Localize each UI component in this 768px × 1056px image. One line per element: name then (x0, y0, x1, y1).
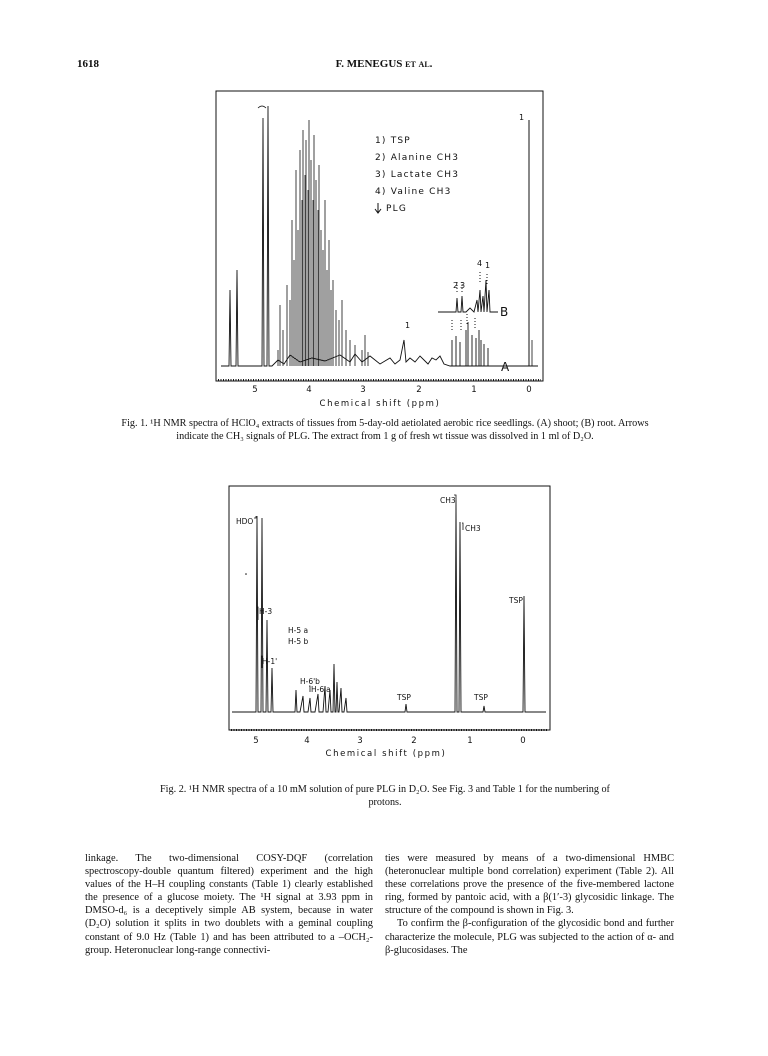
figure-1-top-peak-label: 1 (519, 113, 525, 122)
figure-1-legend-4: 4) Valine CH3 (375, 187, 452, 197)
figure-1-b-peak-4: 4 (477, 259, 483, 268)
figure-1-caption: Fig. 1. ¹H NMR spectra of HClO₄ extracts of tissues from 5-day-old aetiolated aerobic rice seedlings. (A) shoot; (B) root. Arrows indicate the CH₃ signals of PLG. The extract from 1 g of fresh wt tissue was dissolved in 1 ml of D₂O. (121, 418, 649, 442)
figure-1-b-peak-3: 3 (460, 281, 466, 290)
figure-1-a-peak-1: 1 (405, 321, 411, 330)
body-paragraph: linkage. The two-dimensional COSY-DQF (correlation spectroscopy-double quantum filtered) experiment and the high values of the H–H coupling constants (Table 1) clearly established the presence of a glucose moiety. The ¹H signal at 3.93 ppm in DMSO-d₆ is a deceptively simple AB system, because in water (D₂O) solution it splits in two doublets with a geminal coupling constant of 9.0 Hz (Table 1) and has been attributed to a –OCH₂-group. Heteronuclear long-range connectivi- (85, 853, 373, 956)
figure-2-label-ch3-1: CH3 (440, 496, 456, 505)
figure-1-tick: 4 (306, 385, 312, 395)
figure-1-tick: 0 (526, 385, 532, 395)
figure-2-tick: 5 (253, 736, 259, 746)
figure-2-label-hdo: HDO (236, 517, 254, 526)
body-left-column (85, 852, 373, 957)
figure-1-b-peak-1: 1 (485, 261, 491, 270)
figure-1-tick: 5 (252, 385, 258, 395)
figure-2-caption: Fig. 2. ¹H NMR spectra of a 10 mM solution of pure PLG in D₂O. See Fig. 3 and Table 1 for the numbering of protons. (160, 784, 610, 808)
figure-1-x-axis-label: Chemical shift (ppm) (319, 399, 441, 409)
figure-1-legend-2: 2) Alanine CH3 (375, 153, 460, 163)
body-paragraph: ties were measured by means of a two-dimensional HMBC (heteronuclear multiple bond correlation) experiment (Table 2). All these correlations prove the presence of the five-membered lactone ring, formed by pantoic acid, with a β(1′-3) glycosidic linkage. The structure of the compound is shown in Fig. 3. (385, 853, 674, 917)
figure-2-label-h5b: H-5 b (288, 637, 309, 646)
figure-2-label-ch3-2: CH3 (465, 524, 481, 533)
figure-2-label-tsp-sat1: TSP (397, 693, 411, 702)
figure-2-label-h3: H-3 (259, 607, 273, 616)
body-right-column (385, 852, 674, 957)
body-paragraph: To confirm the β-configuration of the glycosidic bond and further characterize the molecule, PLG was subjected to the action of α- and β-glucosidases. The (385, 918, 674, 956)
figure-1-trace-b-label: B (500, 305, 509, 319)
figure-2-label-h6a: H-6'a (311, 685, 331, 694)
figure-1-b-peak-2: 2 (453, 281, 459, 290)
figure-1-tick: 2 (416, 385, 422, 395)
figure-2-x-axis-label: Chemical shift (ppm) (325, 749, 447, 759)
figure-1-tick: 3 (360, 385, 366, 395)
figure-1-legend-3: 3) Lactate CH3 (375, 170, 460, 180)
figure-2-label-tsp-main: TSP (509, 596, 523, 605)
figure-1-legend-1: 1) TSP (375, 136, 411, 146)
figure-2-tick: 0 (520, 736, 526, 746)
figure-2-label-tsp-sat2: TSP (474, 693, 488, 702)
figure-2-tick: 1 (467, 736, 473, 746)
running-head: F. MENEGUS et al. (335, 58, 433, 70)
figure-2-tick: 4 (304, 736, 310, 746)
figure-2-label-h5a: H-5 a (288, 626, 309, 635)
figure-1-trace-a-label: A (501, 360, 510, 374)
figure-2-tick: 3 (357, 736, 363, 746)
figure-2-tick: 2 (411, 736, 417, 746)
figure-2-label-h6b: H-6'b (300, 677, 320, 686)
figure-2-trace (232, 500, 546, 712)
page-number: 1618 (77, 58, 99, 70)
figure-1-tick: 1 (471, 385, 477, 395)
figure-2-label-h1p: H-1' (262, 657, 278, 666)
figure-1-legend-5: PLG (386, 204, 408, 214)
